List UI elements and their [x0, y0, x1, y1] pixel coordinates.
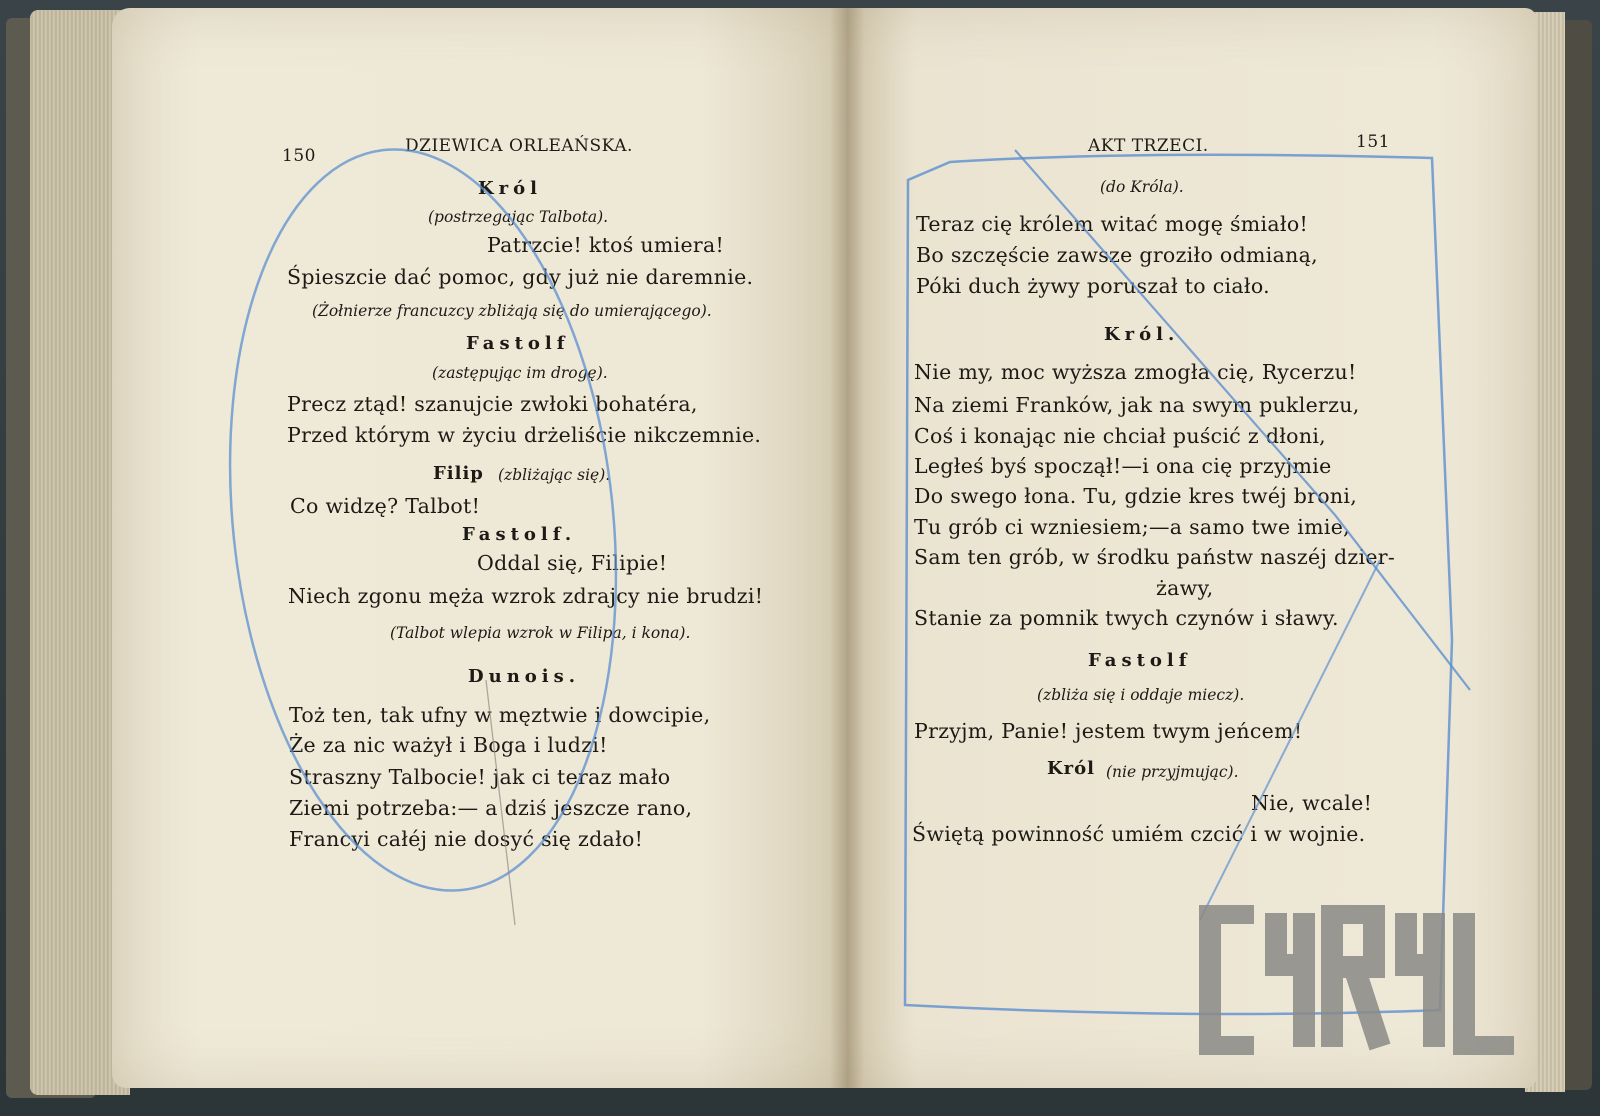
stage-direction: (zastępując im drogę).: [432, 364, 608, 382]
speaker-heading: Król: [1047, 758, 1095, 779]
verse-line: Ziemi potrzeba:— a dziś jeszcze rano,: [289, 796, 693, 820]
verse-line: Że za nic ważył i Boga i ludzi!: [289, 733, 608, 757]
book-gutter: [830, 8, 864, 1088]
verse-line: Nie, wcale!: [1251, 791, 1373, 815]
speaker-heading: Król.: [1104, 324, 1180, 345]
speaker-heading: Filip: [433, 463, 484, 484]
left-page: [112, 8, 847, 1088]
verse-line: Póki duch żywy poruszał to ciało.: [916, 274, 1270, 298]
verse-line: Nie my, moc wyższa zmogła cię, Rycerzu!: [914, 360, 1357, 384]
left-running-head: DZIEWICA ORLEAŃSKA.: [405, 136, 633, 156]
verse-line: Oddal się, Filipie!: [477, 551, 668, 575]
verse-line: Precz ztąd! szanujcie zwłoki bohatéra,: [287, 392, 698, 416]
speaker-heading: Król: [478, 178, 542, 199]
verse-line: Tu grób ci wzniesiem;—a samo twe imie,: [914, 515, 1350, 539]
speaker-heading: Fastolf: [466, 333, 570, 354]
verse-line: Na ziemi Franków, jak na swym puklerzu,: [914, 393, 1360, 417]
stage-direction: (nie przyjmując).: [1106, 763, 1239, 781]
verse-line: Teraz cię królem witać mogę śmiało!: [916, 212, 1309, 236]
verse-line: żawy,: [1156, 576, 1214, 600]
verse-line: Niech zgonu męża wzrok zdrajcy nie brudzi!: [288, 584, 764, 608]
verse-line: Ległeś byś spoczął!—i ona cię przyjmie: [914, 454, 1332, 478]
stage-direction: (do Króla).: [1100, 178, 1184, 196]
verse-line: Śpieszcie dać pomoc, gdy już nie daremnie.: [287, 265, 754, 289]
stage-direction: (zbliża się i oddaje miecz).: [1037, 686, 1245, 704]
cyryl-watermark-logo: [1196, 905, 1526, 1055]
verse-line: Sam ten grób, w środku państw naszéj dzier-: [914, 545, 1396, 569]
left-page-number: 150: [282, 146, 316, 166]
verse-line: Bo szczęście zawsze groziło odmianą,: [916, 243, 1318, 267]
right-page-number: 151: [1356, 132, 1390, 152]
verse-line: Toż ten, tak ufny w męztwie i dowcipie,: [289, 703, 711, 727]
verse-line: Co widzę? Talbot!: [290, 494, 481, 518]
verse-line: Do swego łona. Tu, gdzie kres twéj broni,: [914, 484, 1358, 508]
verse-line: Francyi całéj nie dosyć się zdało!: [289, 827, 644, 851]
verse-line: Stanie za pomnik twych czynów i sławy.: [914, 606, 1339, 630]
verse-line: Straszny Talbocie! jak ci teraz mało: [289, 765, 671, 789]
verse-line: Przyjm, Panie! jestem twym jeńcem!: [914, 719, 1303, 743]
speaker-heading: Dunois.: [468, 666, 581, 687]
stage-direction: (zbliżając się).: [498, 466, 611, 484]
speaker-heading: Fastolf.: [462, 524, 577, 545]
verse-line: Coś i konając nie chciał puścić z dłoni,: [914, 424, 1326, 448]
stage-direction: (Żołnierze francuzcy zbliżają się do umierającego).: [312, 302, 712, 320]
speaker-heading: Fastolf: [1088, 650, 1192, 671]
stage-direction: (postrzegając Talbota).: [428, 208, 609, 226]
verse-line: Świętą powinność umiém czcić i w wojnie.: [912, 822, 1366, 846]
verse-line: Przed którym w życiu drżeliście nikczemnie.: [287, 423, 762, 447]
stage-direction: (Talbot wlepia wzrok w Filipa, i kona).: [390, 624, 691, 642]
verse-line: Patrzcie! ktoś umiera!: [487, 233, 725, 257]
right-running-head: AKT TRZECI.: [1088, 136, 1209, 156]
